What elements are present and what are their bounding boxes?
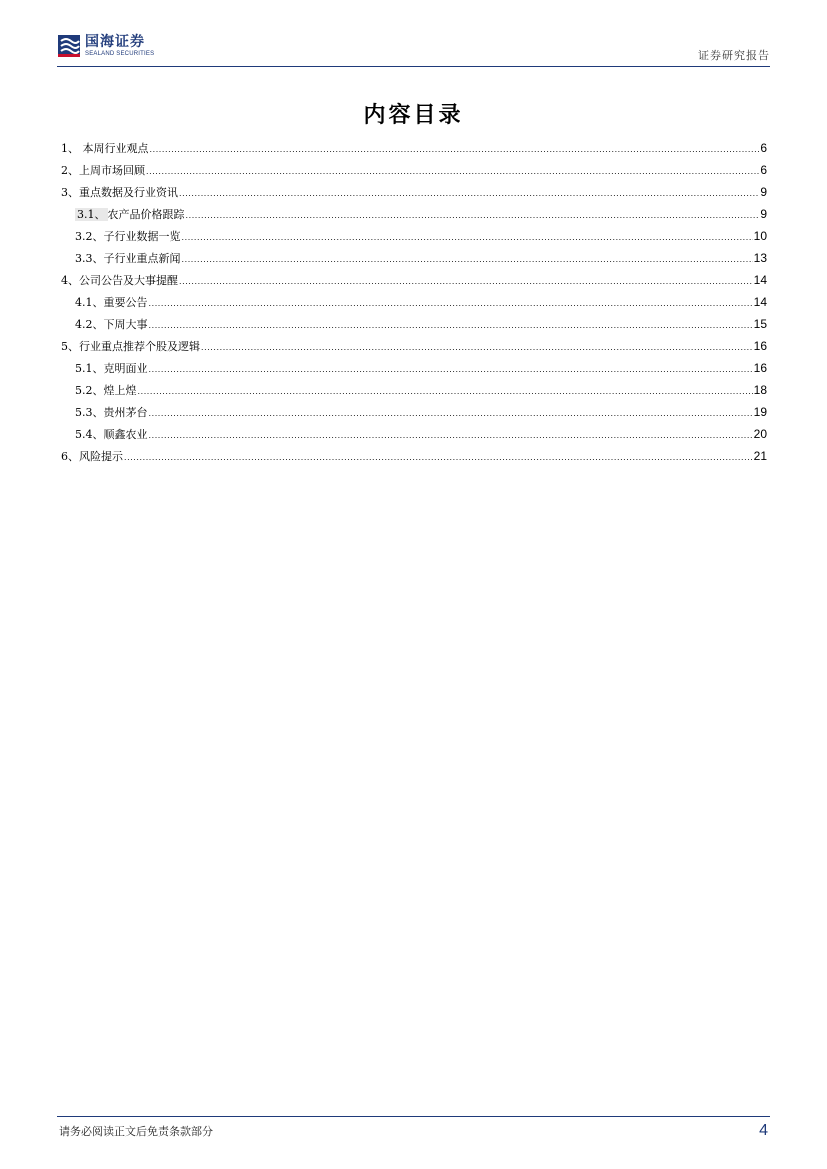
toc-dot-leader bbox=[149, 318, 753, 332]
toc-entry[interactable] bbox=[61, 141, 767, 163]
toc-title: 内容目录 bbox=[363, 103, 464, 128]
logo-english-name: SEALAND SECURITIES bbox=[85, 51, 155, 57]
toc-entry[interactable] bbox=[61, 361, 767, 383]
toc-entry-number: 3.2、 bbox=[75, 230, 104, 243]
toc-entry-label bbox=[75, 384, 137, 398]
toc-entry[interactable] bbox=[61, 207, 767, 229]
toc-dot-leader bbox=[149, 406, 753, 420]
toc-dot-leader bbox=[201, 340, 753, 354]
toc-dot-leader bbox=[149, 296, 753, 310]
toc-entry-text: 行业重点推荐个股及逻辑 bbox=[79, 340, 200, 353]
toc-entry-number: 5.4、 bbox=[75, 428, 104, 441]
toc-entry-number: 4.2、 bbox=[75, 318, 104, 331]
toc-entry-page: 18 bbox=[753, 383, 767, 397]
toc-entry-label bbox=[61, 142, 149, 156]
toc-entry-label bbox=[75, 252, 181, 266]
disclaimer-note: 请务必阅读正文后免责条款部分 bbox=[59, 1125, 213, 1138]
toc-entry-text: 风险提示 bbox=[79, 450, 123, 463]
toc-entry[interactable] bbox=[61, 339, 767, 361]
toc-entry-number: 6、 bbox=[61, 450, 79, 463]
toc-dot-leader bbox=[179, 186, 759, 200]
toc-entry-label bbox=[61, 274, 178, 288]
toc-entry-label bbox=[75, 428, 148, 442]
toc-entry-text: 贵州茅台 bbox=[103, 406, 148, 419]
toc-entry-text: 子行业重点新闻 bbox=[103, 252, 181, 265]
toc-entry-text: 重点数据及行业资讯 bbox=[79, 186, 178, 199]
toc-entry-page: 15 bbox=[753, 317, 767, 331]
toc-entry-number: 4.1、 bbox=[75, 296, 104, 309]
toc-entry-number: 3.3、 bbox=[75, 252, 104, 265]
toc-entry-page: 6 bbox=[760, 163, 767, 177]
toc-entry-number: 4、 bbox=[61, 274, 79, 287]
toc-entry-page: 16 bbox=[753, 361, 767, 375]
toc-entry[interactable] bbox=[61, 251, 767, 273]
toc-dot-leader bbox=[124, 450, 753, 464]
toc-entry-label bbox=[61, 186, 178, 200]
toc-entry-text: 下周大事 bbox=[103, 318, 148, 331]
toc-entry-page: 20 bbox=[753, 427, 767, 441]
toc-entry[interactable] bbox=[61, 317, 767, 339]
toc-entry-label bbox=[61, 340, 200, 354]
toc-entry-page: 21 bbox=[753, 449, 767, 463]
toc-entry-text: 上周市场回顾 bbox=[79, 164, 145, 177]
company-logo bbox=[57, 34, 154, 58]
toc-entry-text: 子行业数据一览 bbox=[103, 230, 181, 243]
toc-entry[interactable] bbox=[61, 405, 767, 427]
toc-entry-label bbox=[75, 208, 185, 222]
table-of-contents bbox=[61, 141, 767, 471]
toc-entry-label bbox=[75, 230, 181, 244]
toc-entry-text: 农产品价格跟踪 bbox=[107, 208, 185, 221]
toc-entry-text: 重要公告 bbox=[103, 296, 148, 309]
toc-dot-leader bbox=[146, 164, 759, 178]
toc-entry-label bbox=[75, 318, 148, 332]
toc-entry-page: 6 bbox=[760, 141, 767, 155]
toc-entry-page: 14 bbox=[753, 273, 767, 287]
toc-entry[interactable] bbox=[61, 273, 767, 295]
toc-dot-leader bbox=[138, 384, 753, 398]
toc-entry-page: 14 bbox=[753, 295, 767, 309]
page-number: 4 bbox=[759, 1122, 768, 1139]
toc-entry[interactable] bbox=[61, 449, 767, 471]
toc-entry[interactable] bbox=[61, 163, 767, 185]
toc-dot-leader bbox=[179, 274, 753, 288]
toc-entry-label bbox=[75, 296, 148, 310]
toc-entry-number: 2、 bbox=[61, 164, 79, 177]
toc-dot-leader bbox=[182, 252, 753, 266]
toc-entry-text: 煌上煌 bbox=[103, 384, 137, 397]
toc-entry-page: 19 bbox=[753, 405, 767, 419]
toc-entry-number: 3.1、 bbox=[77, 208, 106, 221]
toc-entry-number: 5.1、 bbox=[75, 362, 104, 375]
toc-dot-leader bbox=[149, 362, 753, 376]
toc-entry-page: 9 bbox=[760, 185, 767, 199]
toc-entry-page: 9 bbox=[760, 207, 767, 221]
toc-entry-number: 5.2、 bbox=[75, 384, 104, 397]
toc-dot-leader bbox=[150, 142, 760, 156]
toc-entry-text: 顺鑫农业 bbox=[103, 428, 148, 441]
toc-entry-number: 5、 bbox=[61, 340, 79, 353]
toc-dot-leader bbox=[186, 208, 760, 222]
toc-entry-page: 13 bbox=[753, 251, 767, 265]
toc-entry-page: 10 bbox=[753, 229, 767, 243]
toc-dot-leader bbox=[182, 230, 753, 244]
logo-chinese-name: 国海证券 bbox=[85, 34, 145, 50]
toc-entry[interactable] bbox=[61, 383, 767, 405]
toc-entry-number: 5.3、 bbox=[75, 406, 104, 419]
toc-dot-leader bbox=[149, 428, 753, 442]
toc-entry-number: 1、 bbox=[61, 142, 79, 155]
report-type-label: 证券研究报告 bbox=[698, 49, 770, 62]
page-footer bbox=[57, 1116, 770, 1139]
toc-entry-label bbox=[75, 406, 148, 420]
toc-entry-text: 克明面业 bbox=[103, 362, 148, 375]
page-header bbox=[57, 30, 770, 67]
toc-entry[interactable] bbox=[61, 295, 767, 317]
toc-entry[interactable] bbox=[61, 185, 767, 207]
sealand-logo-icon bbox=[57, 34, 81, 58]
toc-entry-label bbox=[61, 164, 145, 178]
toc-entry-label bbox=[75, 362, 148, 376]
toc-entry-text: 公司公告及大事提醒 bbox=[79, 274, 178, 287]
toc-entry-number: 3、 bbox=[61, 186, 79, 199]
toc-entry[interactable] bbox=[61, 229, 767, 251]
toc-entry-page: 16 bbox=[753, 339, 767, 353]
toc-entry-text: 本周行业观点 bbox=[79, 142, 149, 155]
toc-entry-label bbox=[61, 450, 123, 464]
toc-entry[interactable] bbox=[61, 427, 767, 449]
